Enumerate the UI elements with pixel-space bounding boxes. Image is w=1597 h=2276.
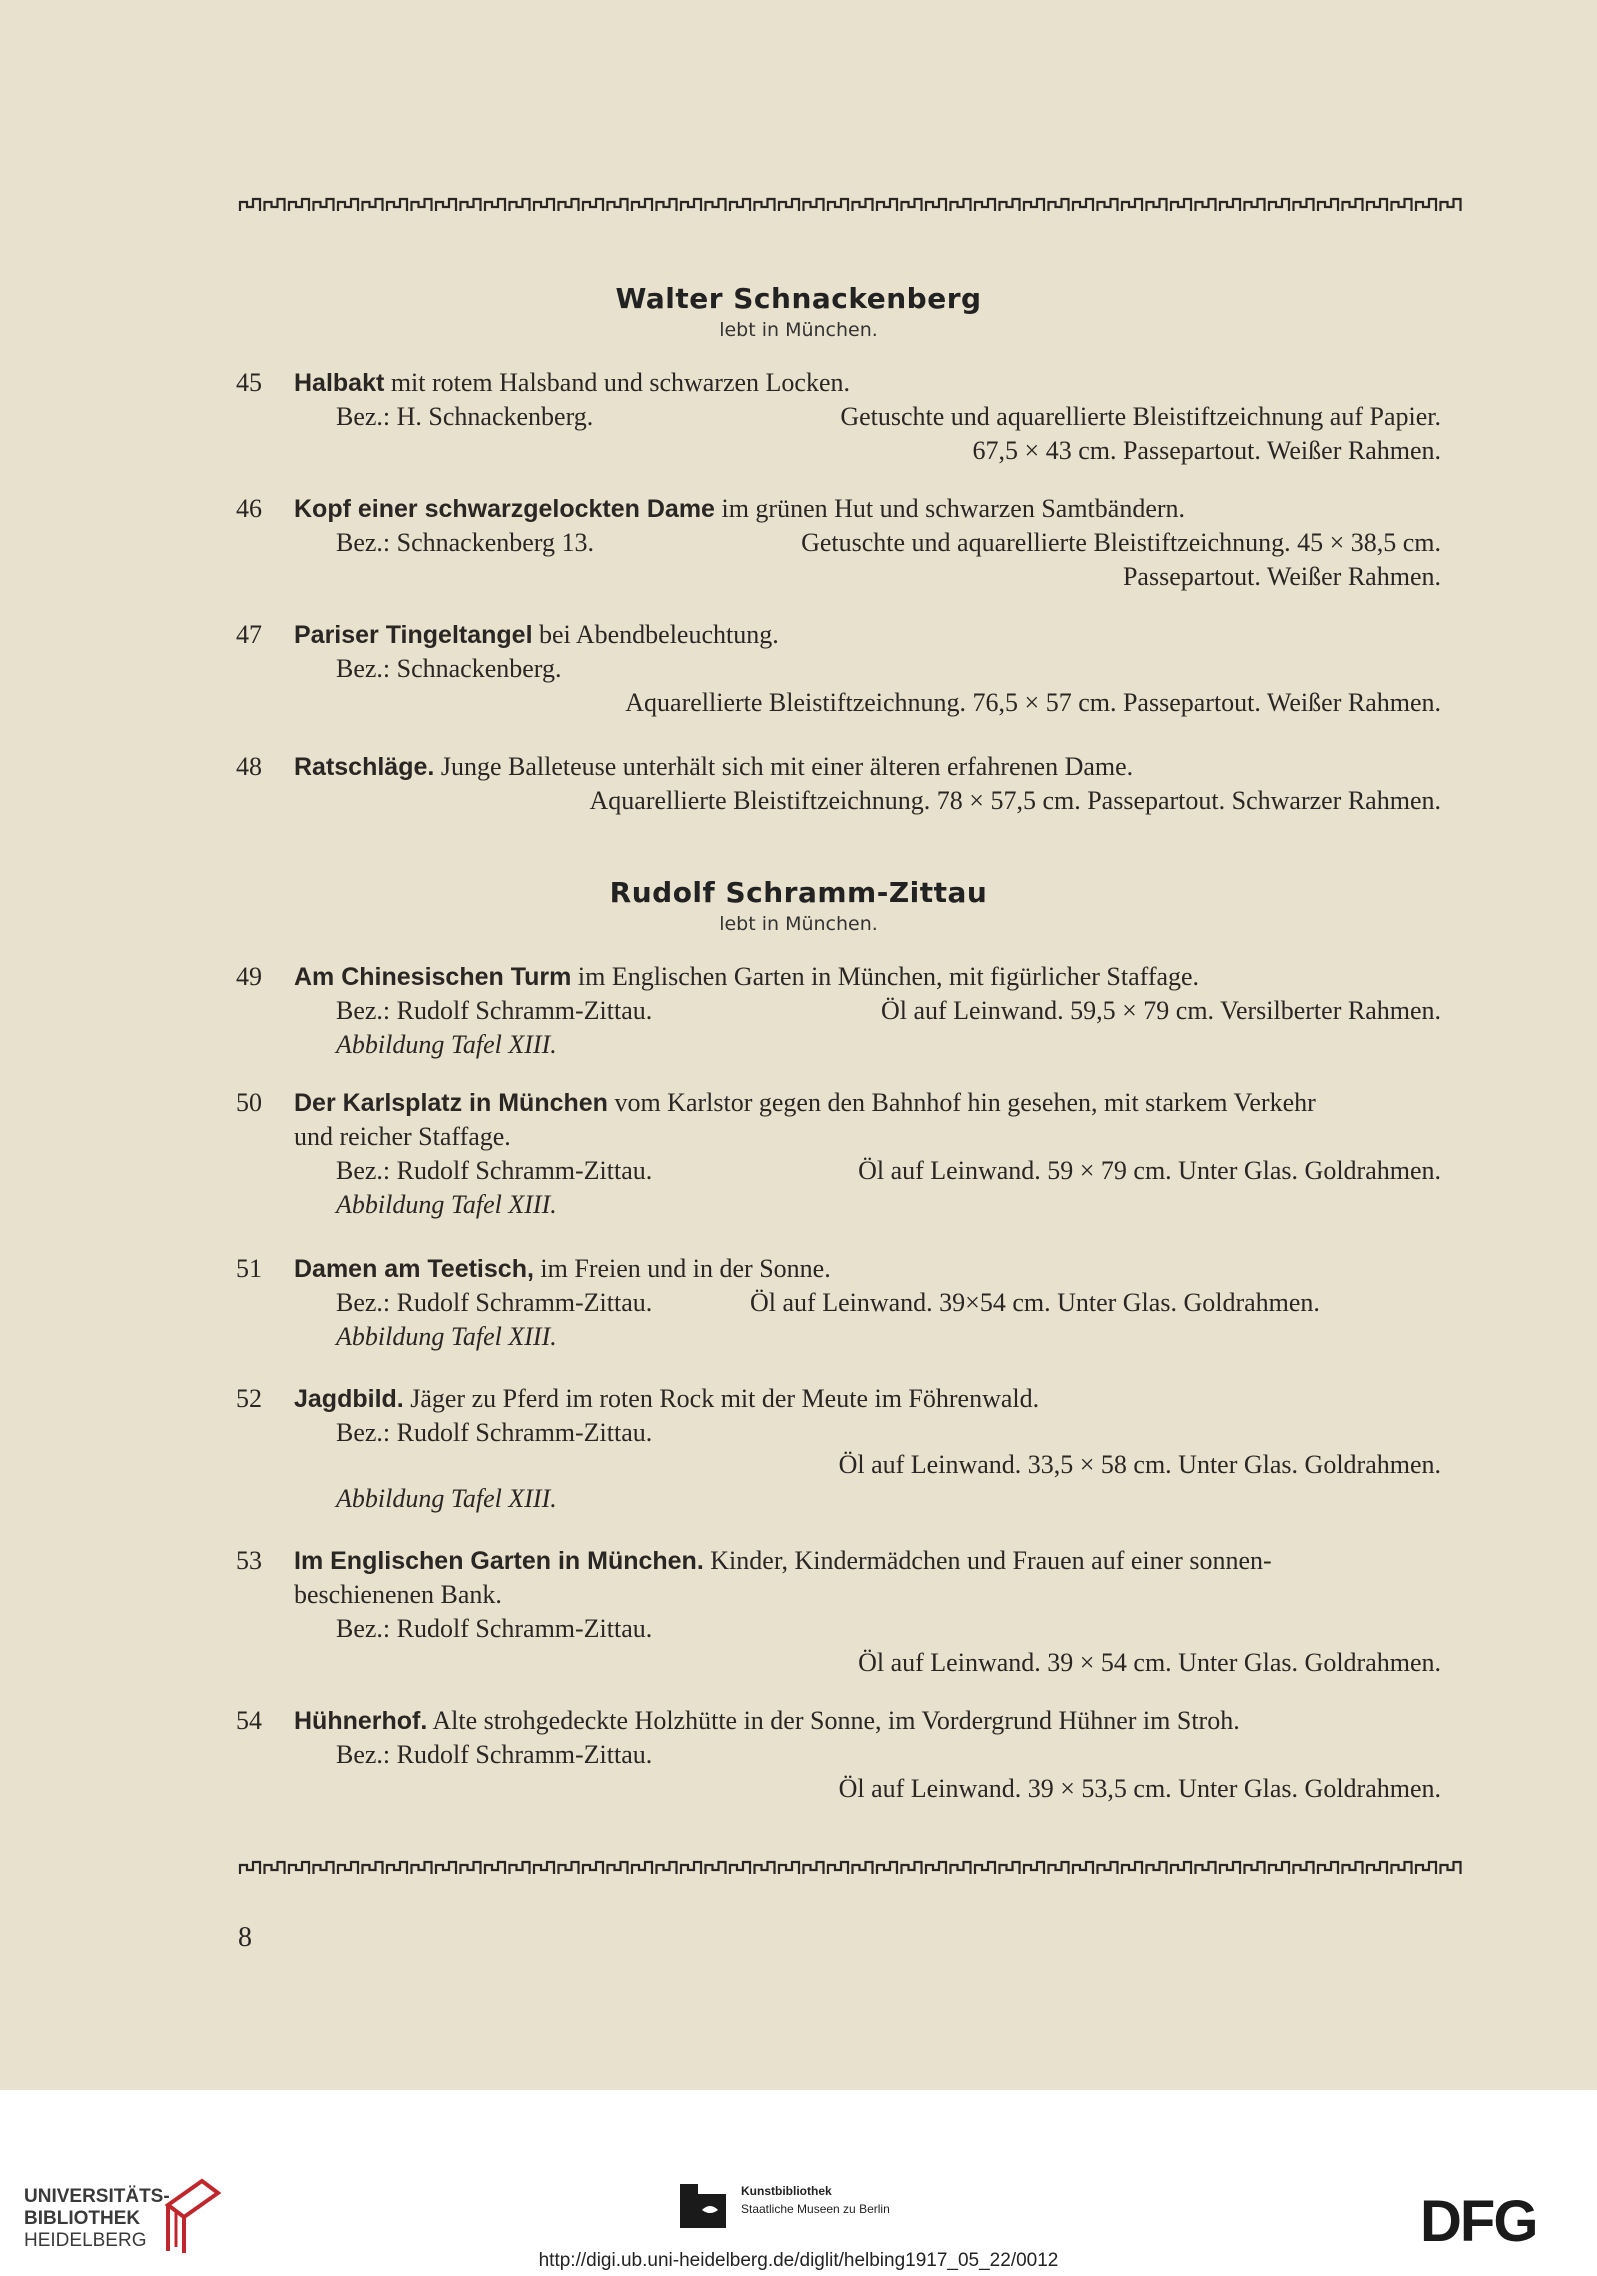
entry-text: Junge Balleteuse unterhält sich mit einer älteren erfahrenen Dame.: [440, 752, 1134, 781]
entry-details: Aquarellierte Bleistiftzeichnung. 76,5 × 57 cm. Passepartout. Weißer Rahmen.: [625, 688, 1441, 717]
library-line-1: UNIVERSITÄTS-: [24, 2186, 170, 2207]
entry-title: Im Englischen Garten in München.: [294, 1547, 704, 1575]
entry-details: Öl auf Leinwand. 39 × 53,5 cm. Unter Glas. Goldrahmen.: [838, 1774, 1441, 1803]
entry-number: 50: [236, 1088, 262, 1117]
entry-details: Aquarellierte Bleistiftzeichnung. 78 × 57,5 cm. Passepartout. Schwarzer Rahmen.: [589, 786, 1441, 815]
entry-text-continued: und reicher Staffage.: [294, 1122, 511, 1151]
entry-title: Damen am Teetisch,: [294, 1255, 534, 1283]
entry-signature: Bez.: Rudolf Schramm-Zittau.: [336, 1288, 653, 1317]
entry-plate-reference: Abbildung Tafel XIII.: [336, 1484, 557, 1513]
entry-signature: Bez.: H. Schnackenberg.: [336, 402, 594, 431]
entry-signature: Bez.: Rudolf Schramm-Zittau.: [336, 1614, 653, 1643]
ub-heidelberg-logo-icon: [162, 2175, 224, 2255]
entry-plate-reference: Abbildung Tafel XIII.: [336, 1190, 557, 1219]
artist-name: Walter Schnackenberg: [615, 282, 982, 315]
page-number: 8: [238, 1922, 252, 1953]
entry-title: Jagdbild.: [294, 1385, 404, 1413]
entry-text: mit rotem Halsband und schwarzen Locken.: [390, 368, 851, 397]
library-line-2: BIBLIOTHEK: [24, 2208, 141, 2229]
entry-details: Öl auf Leinwand. 59,5 × 79 cm. Versilberter Rahmen.: [880, 996, 1441, 1025]
entry-number: 52: [236, 1384, 262, 1413]
entry-title: Kopf einer schwarzgelockten Dame: [294, 495, 715, 523]
entry-details: Passepartout. Weißer Rahmen.: [1122, 562, 1441, 591]
entry-text: Kinder, Kindermädchen und Frauen auf einer sonnen-: [710, 1546, 1272, 1575]
university-library-logo-text: [24, 2186, 170, 2252]
entry-text: im Freien und in der Sonne.: [540, 1254, 831, 1283]
entry-text: im grünen Hut und schwarzen Samtbändern.: [721, 494, 1186, 523]
entry-plate-reference: Abbildung Tafel XIII.: [336, 1030, 557, 1059]
top-ornament-border: [238, 194, 1463, 216]
entry-title: Am Chinesischen Turm: [294, 963, 572, 991]
entry-number: 47: [236, 620, 262, 649]
entry-plate-reference: Abbildung Tafel XIII.: [336, 1322, 557, 1351]
dfg-logo: DFG: [1420, 2189, 1537, 2254]
entry-text: Alte strohgedeckte Holzhütte in der Sonne, im Vordergrund Hühner im Stroh.: [432, 1706, 1240, 1735]
entry-title: Der Karlsplatz in München: [294, 1089, 608, 1117]
permalink-url[interactable]: http://digi.ub.uni-heidelberg.de/diglit/helbing1917_05_22/0012: [538, 2250, 1059, 2271]
digitization-footer: [0, 2090, 1597, 2276]
entry-signature: Bez.: Rudolf Schramm-Zittau.: [336, 1156, 653, 1185]
entry-medium: Getuschte und aquarellierte Bleistiftzeichnung auf Papier.: [840, 402, 1441, 431]
bottom-ornament-border: [238, 1857, 1463, 1879]
entry-number: 48: [236, 752, 262, 781]
entry-number: 54: [236, 1706, 262, 1735]
entry-details: 67,5 × 43 cm. Passepartout. Weißer Rahmen.: [972, 436, 1441, 465]
entry-title: Halbakt: [294, 369, 385, 397]
entry-number: 46: [236, 494, 262, 523]
artist-heading-schramm-zittau: [0, 876, 1597, 935]
entry-number: 51: [236, 1254, 262, 1283]
entry-title: Hühnerhof.: [294, 1707, 428, 1735]
kunstbibliothek-text: [741, 2182, 890, 2218]
entry-text-continued: beschienenen Bank.: [294, 1580, 502, 1609]
kunstbibliothek-logo-icon: [680, 2184, 726, 2228]
entry-signature: Bez.: Rudolf Schramm-Zittau.: [336, 1740, 653, 1769]
artist-note: lebt in München.: [719, 913, 878, 935]
entry-title: Pariser Tingeltangel: [294, 621, 533, 649]
entry-text: im Englischen Garten in München, mit figürlicher Staffage.: [577, 962, 1200, 991]
entry-signature: Bez.: Rudolf Schramm-Zittau.: [336, 1418, 653, 1447]
entry-title: Ratschläge.: [294, 753, 435, 781]
entry-details: Öl auf Leinwand. 59 × 79 cm. Unter Glas. Goldrahmen.: [858, 1156, 1441, 1185]
library-line-3: HEIDELBERG: [24, 2230, 147, 2251]
entry-signature: Bez.: Schnackenberg 13.: [336, 528, 594, 557]
entry-details: Öl auf Leinwand. 39 × 54 cm. Unter Glas. Goldrahmen.: [858, 1648, 1441, 1677]
entry-details: Öl auf Leinwand. 33,5 × 58 cm. Unter Glas. Goldrahmen.: [838, 1450, 1441, 1479]
entry-text: vom Karlstor gegen den Bahnhof hin gesehen, mit starkem Verkehr: [614, 1088, 1316, 1117]
kb-title: Kunstbibliothek: [741, 2184, 832, 2198]
entry-text: bei Abendbeleuchtung.: [539, 620, 779, 649]
artist-name: Rudolf Schramm-Zittau: [609, 876, 988, 909]
entry-medium: Getuschte und aquarellierte Bleistiftzeichnung. 45 × 38,5 cm.: [801, 528, 1441, 557]
entry-signature: Bez.: Schnackenberg.: [336, 654, 562, 683]
entry-number: 45: [236, 368, 262, 397]
entry-number: 53: [236, 1546, 262, 1575]
entry-number: 49: [236, 962, 262, 991]
artist-note: lebt in München.: [719, 319, 878, 341]
entry-text: Jäger zu Pferd im roten Rock mit der Meute im Föhrenwald.: [410, 1384, 1040, 1413]
kb-subtitle: Staatliche Museen zu Berlin: [741, 2202, 890, 2216]
entry-details: Öl auf Leinwand. 39×54 cm. Unter Glas. Goldrahmen.: [750, 1288, 1320, 1317]
entry-signature: Bez.: Rudolf Schramm-Zittau.: [336, 996, 653, 1025]
artist-heading-schnackenberg: [0, 282, 1597, 341]
